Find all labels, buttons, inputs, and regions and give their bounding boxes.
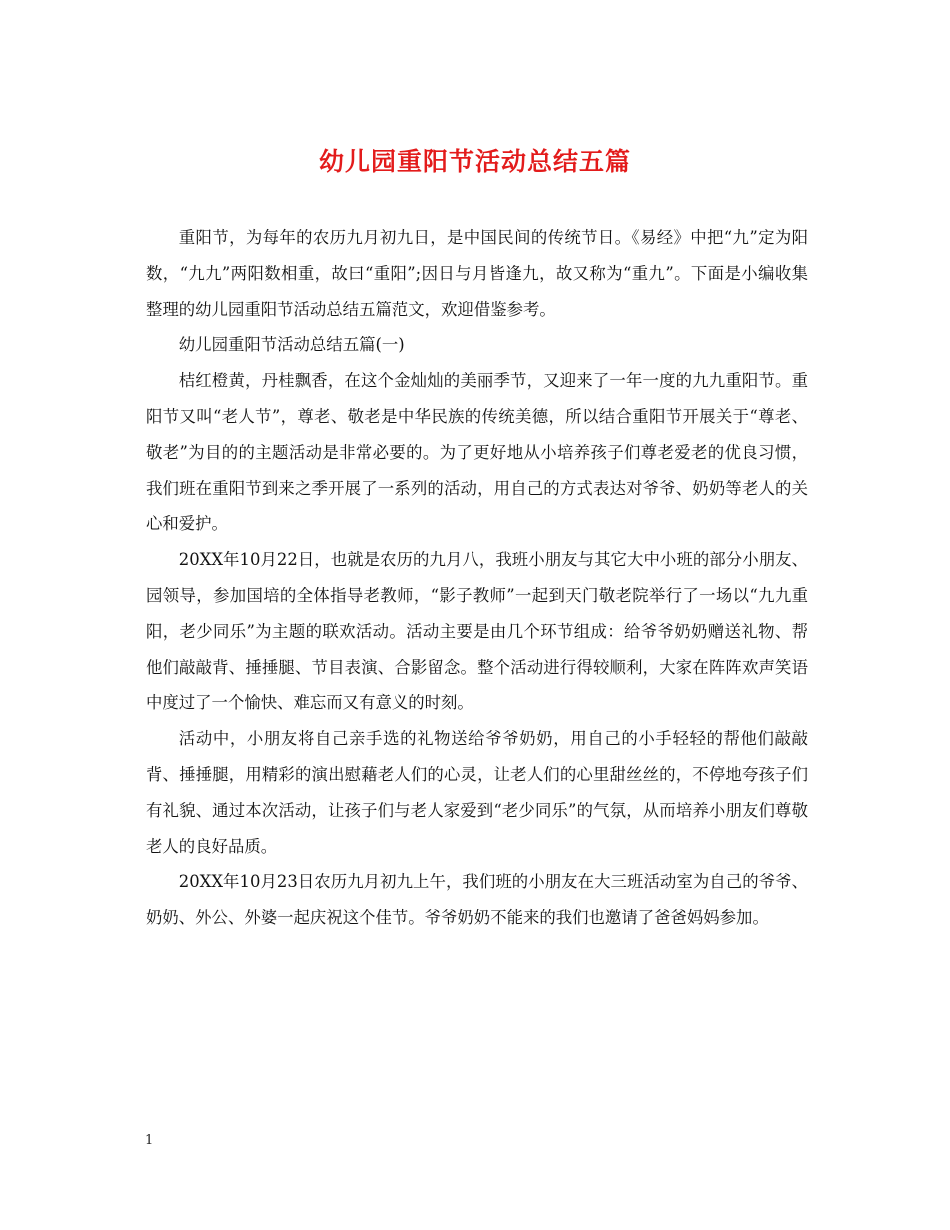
section-heading: 幼儿园重阳节活动总结五篇(一) [178,335,405,355]
paragraph: 20XX年10月23日农历九月初九上午，我们班的小朋友在大三班活动室为自己的爷爷、奶奶、外公、外婆一起庆祝这个佳节。爷爷奶奶不能来的我们也邀请了爸爸妈妈参加。 [146,872,808,928]
paragraph: 20XX年10月22日，也就是农历的九月八，我班小朋友与其它大中小班的部分小朋友、园领导，参加国培的全体指导老教师，“影子教师”一起到天门敬老院举行了一场以“九九重阳，老少同乐”为主题的联欢活动。活动主要是由几个环节组成：给爷爷奶奶赠送礼物、帮他们敲敲背、捶捶腿、节目表演、合影留念。整个活动进行得较顺利，大家在阵阵欢声笑语中度过了一个愉快、难忘而又有意义的时刻。 [146,550,808,713]
paragraph: 桔红橙黄，丹桂飘香，在这个金灿灿的美丽季节，又迎来了一年一度的九九重阳节。重阳节又叫“老人节”，尊老、敬老是中华民族的传统美德，所以结合重阳节开展关于“尊老、敬老”为目的的主题活动是非常必要的。为了更好地从小培养孩子们尊老爱老的优良习惯，我们班在重阳节到来之季开展了一系列的活动，用自己的方式表达对爷爷、奶奶等老人的关心和爱护。 [146,371,808,534]
paragraph: 活动中，小朋友将自己亲手选的礼物送给爷爷奶奶，用自己的小手轻轻的帮他们敲敲背、捶捶腿，用精彩的演出慰藉老人们的心灵，让老人们的心里甜丝丝的，不停地夸孩子们有礼貌、通过本次活动，让孩子们与老人家爱到“老少同乐”的气氛，从而培养小朋友们尊敬老人的良好品质。 [146,729,808,856]
document-title: 幼儿园重阳节活动总结五篇 [318,147,631,176]
document-body [146,220,808,936]
paragraph-intro: 重阳节，为每年的农历九月初九日，是中国民间的传统节日。《易经》中把“九”定为阳数，“九九”两阳数相重，故曰“重阳”;因日与月皆逢九，故又称为“重九”。下面是小编收集整理的幼儿园重阳节活动总结五篇范文，欢迎借鉴参考。 [146,228,808,319]
page-number: 1 [145,1133,154,1148]
